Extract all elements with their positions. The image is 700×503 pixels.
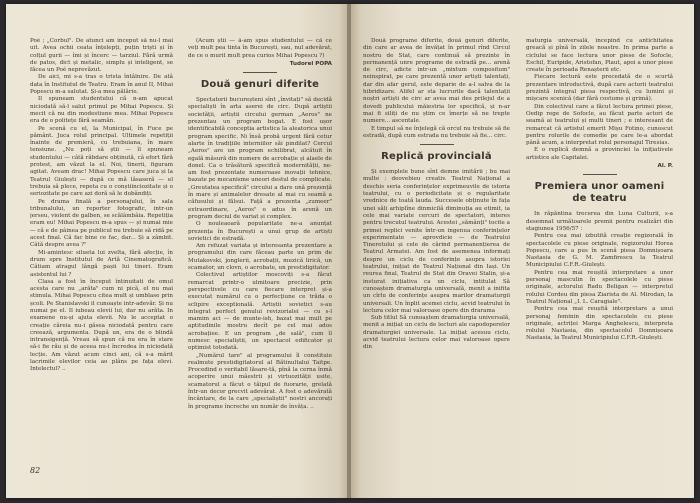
paragraph: Pe drama finală a personajului, în sala tribunalului, un reporter fotografic, intr-un jerseu, violent de galben, se scălâmbâia. Repetiția eram eu! Mihai Popescu m-a spus — și numai mie — că e de pâinea pe publicul nu trebuie să ridă pe acest final. Că fac bine ce fac, dar... Și a zâmbit. Câtă despre avea ?" [30,198,173,249]
paragraph: Pentru cea mai izbutită creație regizorală în spectacolele cu piese originale, regizorului Horea Popescu, care a pus în scenă piesa Domnișoara Nastasia de G. M. Zamfirescu la Teatrul Municipiului C.F.R.-Giulești. [526,233,673,269]
right-column-1 [363,38,510,478]
left-column-2 [188,38,332,478]
paragraph: Am refuzat variata și interesanta prezentare a programului din care făceau parte un prim de Mutakovski, jonglerii, acrobații, muzică lirică, un scamator, un clovn, o acrobate, un prestidigitator. [188,243,332,272]
paragraph: Două programe diferite, două genuri diferite, din care ar avea de învățat în primul rînd Circul nostru de Stat, care continuă să prezinte în permanență unre programe de estradă pe... arenă de circ, adicte intr-un „mixtum compositum" neinspirat, pe care prezentă unor artiști talentați, dar din afar gerul, este deparie de a-l salva de la hibridizare. Alifel ar sta lucrurile dacă talentații noștri artiști de circ ar avea mai des prilejul de a dovedi publicului măiestria lor specifică, și n-ar mai fi siliți de nu știm ce îmerțe să ne trepte numere... ascentale. [363,38,510,125]
page-number: 82 [30,466,41,475]
article-title: Replică provincială [381,151,492,163]
paragraph: Pentru cea mai reușită interpretare a unui personaj feminin din spectacolele cu piese originale, actriței Marga Anghelescu, interpreta rolului Nastasia, din spectacolul Domnișoara Nastasia, la Teatrul Municipiului C.F.R.-Giulești. [526,306,673,342]
paragraph: Și exemplele bune sînt demne imitării ; bu mai multe : deovebieu creativ. Teatrul Național a deschis seria conferințelor exprimeuvile de istoria teatrului, cu o periodicitate și o regularitate vrednice de toată lauda. Succesele obținute în fața unei săli arhiplîne dinmicilă diminuția au etimit, ia cele mai variate cercuri de spectatori, interes pentru trecutul teatrului. Acestei „sămânți" tocite a primei replici venite într-un ingenua conferințelor experimentate — aprovdicie — de Teatrului Tineretului și cele de cărind permanențierea de Teatrul Armatei. Am fost de asemenea informați despre un ciclu de conferințe asupra istoriei teatrului, inițiat de Teatrul Național din Iași. Un reurea final, Teatrul de Stat din Oravei Stalin, și-a insturat inițiativa ca un ciclu, intitulat Să cunoaștem dramaturgia universală, menit a inifita un cîrlu de conferințe asupra marilor dramaturgii universali. Un înplit acemei ciclu, acvid teatrului în lectura celor mai valoroase opere din drarama [363,169,510,314]
divider [420,144,454,145]
paragraph: E o replică demnă a provinciei la inițiativele artistice ale Capitalei. [526,147,673,161]
magazine-spread [6,4,694,498]
paragraph: Clasa a fost în început întinuitati de omul acesta care nu „arăta" cum ni pică, el nu mai stimula. Mihai Popescu citea mult și umblase prin școli. Pe Stanislavski il cunoaște intr-adevăr. Și nu numai pe el. Il iubeau elevii lui, dar nu arăta. In examene nu-și ajuta elevii. Nu le acceptat o creație căreia nu-i găsea niciodată pentru care creează, argumenta. După un, era de o blindă intransigență. Vreau să spun că nu era în stare să-i fie rău și de aceea nu-i încredea în niciodată lecție. Am văzut acum cinci ani, că s-a mărit lacrimile elevilor ceia ao plâns pe fața elevi. Intelectul? ‥ [30,278,173,373]
left-page [6,4,349,498]
article-title: Premiera unor oameni de teatru [534,181,665,205]
paragraph: Mi-amintesc silueta lui zvelta, fără afecție, în drum spre Institutul de Artă Cinematografică. Câtiam atragul lângă pașii lui tineri. Eram asistentul lui ? [30,249,173,278]
divider [243,72,277,73]
article-author: Tudorel POPA [289,60,332,67]
paragraph: Fiecare lectură este precedată de o scurtă prezentare introductivă, după care actorii teatrului prezintă integral piesa respectivă, cu lumini și mișcare scenică (dar fără costume și grimă). [526,74,673,103]
paragraph: Poé ; „Corbul". De atunci am început să nu-l mai uit. Avea ochii ceata înțelepți, puțin triști și în colțul gurii — îmi și încerc — tarziul. Fără urmă de patos, dict și metalic, simplu și inteligent, se făcea un Poé neprevăzut. [30,38,173,74]
paragraph: Sub titlul Să cunoaștem dramaturgia universală, menit a inițiat un ciclu de lecturi ale capodoperelor dramaturgiei universale. La inițiat acesuu ciclu, acvid teatrului lectura celor mai valoroase opere din [363,315,510,351]
paragraph: In răpăntina trecerea din Luna Culturii, s-a desemnat următoarele premii pentru realizări din stagiunea 1956/57 : [526,211,673,232]
divider [583,174,617,175]
paragraph: „Numărul tare" al programului îl constituie realmute prestidigitatorul al Bătinultalui Taitpe. Procedind o veritabil lăsare-tă, pînă la cerna înmă acoperire unui mâestrii și virtuozității usite, scamatorul a făcut o tăipul de fuorarie, grelată într-un decor grecvit adevărat. A fost o adevărată încântare, de la care „specialiștii" nostri ancorați în programe încreche un număr de învăța. ‥ [188,352,332,410]
paragraph: Din colectivul care a făcut lectura primei piese, Oedip rege de Sofocle, au făcut parte actori de seamă ai teatrului și multi tineri ; e interesant de remarcat că artistul emerit Mișu Fotino, cunoscut pentru rolurile de comedie pe care le-a abordat până acum, a interpretat rolul personajul Tiresias. [526,103,673,147]
left-column-1 [30,38,173,446]
paragraph: Colectivul artiștilor moscoviți s-a făcut remarcat printr-o ulmitoare precizie, prin perspectivele cu care fiecare interpret și-a executat numărul cu o perfecțiune ce trăda o sclipire exceptională. Artiștii sovietici s-au integrat perfect genului revizorialei — cu s-l mamim aci — de munte-ish, bazat mai mult pe aptitudinile mostru decît pe cel mai ados acrobațiee. E un program „de sală", cum îl numesc specialiștii, un spectacol edificator și optimist totodată. [188,272,332,352]
paragraph: Pe scenă cu el, la Municipal, în Fuce pe pământ. Juca rolul principal. Ultimele repetiții înainte de premieră, cu trebuiana, în mare tensiune. „Nu poți să știi — îl spuneam studentului — câtă răbdare obținută, câ efort fără protest, am văzut la el. Noi, tinerii, figuram agitat. Aveam drac! Mihai Popescu care juca și la Teatrul Giulești — după ce mă lăsaseră — el trebuia să plece, repeta cu o conștiinciozitate și o seriozitate pe care azi doră să le dobândiți. [30,125,173,198]
right-page [351,4,694,498]
paragraph: Il spuneam studentului că n-am apucat niciodată să-l salut primul pe Mihai Popescu. Și mecit că nu din modestiune mea. Mihai Popescu era de o politețe fără seamăn. [30,96,173,125]
paragraph: Pentru cea mai reușită interpretare a unor personaj masculin în spectacolele cu piese originale, actorului Radu Beligan — interpretul rolului Cordeu din piesa Ziarista de Al. Mirodan, la Teatrul Național „I. L. Caragiale". [526,269,673,305]
paragraph: (Acum știi — ă-am spus studentului — că ce veți mult pea tinta în București, sau, nul adevărat, de ce o murit mult prea curios Mihai Popescu ?) [188,38,332,59]
paragraph: E timpul să ne înțelegă că orcul nu trebuie să fie estradă, după cum estrada nu trebuie să fie... circ. [363,125,510,139]
paragraph: Spectatorii bucureșteni sînt „învitați" să decidă specialiști în arta aserei de circ. După artiștii societății, artiștii circului german „Aeros" ne prezentau un program bogat. E fost ușor identificabilă conceptia artistica la aleatorica unui program specific. Ni însă probă urgent fără cetur alarte în tradițiile interniilor săi pindilat? Cercul „Aeros" are un program echilibrat, alcătuit în egală măsură din numere de acrobație și alaele de donel. Ca o trăsătură specifică modernității, ne-am fost prezentate numeroase inovații tehnice, bazate pe mecanisme uneori destul de complicate. „Greutatea specifică" circului a dare ună prezență în mare și animalelor dresate al mai cu seamă a căfusului și fălsui. Față a prezenta „zumeer" extraordinare, „Aeros" o adus în arenă un program deciul de variat și complex. [188,97,332,220]
paragraph: De aici, mi s-a tras o trista întâlnire. De atâ data în Institutul de Teatru. Eram în anul II, Mihai Popescu m-a salutat. Și-a mea pălărie. [30,74,173,96]
paragraph: O nouleaoară popularitate ne-a anunțat prezența în București a unui grup de artiști sovietici de estradă. [188,221,332,242]
right-column-2 [526,38,673,478]
article-author: Al. P. [657,163,673,170]
article-title: Două genuri diferite [200,79,320,91]
paragraph: maturgia universală, începînd cu antichitatea greacă și pînă în zilele noastre. In prima parte a ciclului se face lectura unor piese de Sofocle, Eschil, Euripide, Aristofan, Plaut, apoi a unor piese create în perioada Renașterii etc. [526,38,673,74]
